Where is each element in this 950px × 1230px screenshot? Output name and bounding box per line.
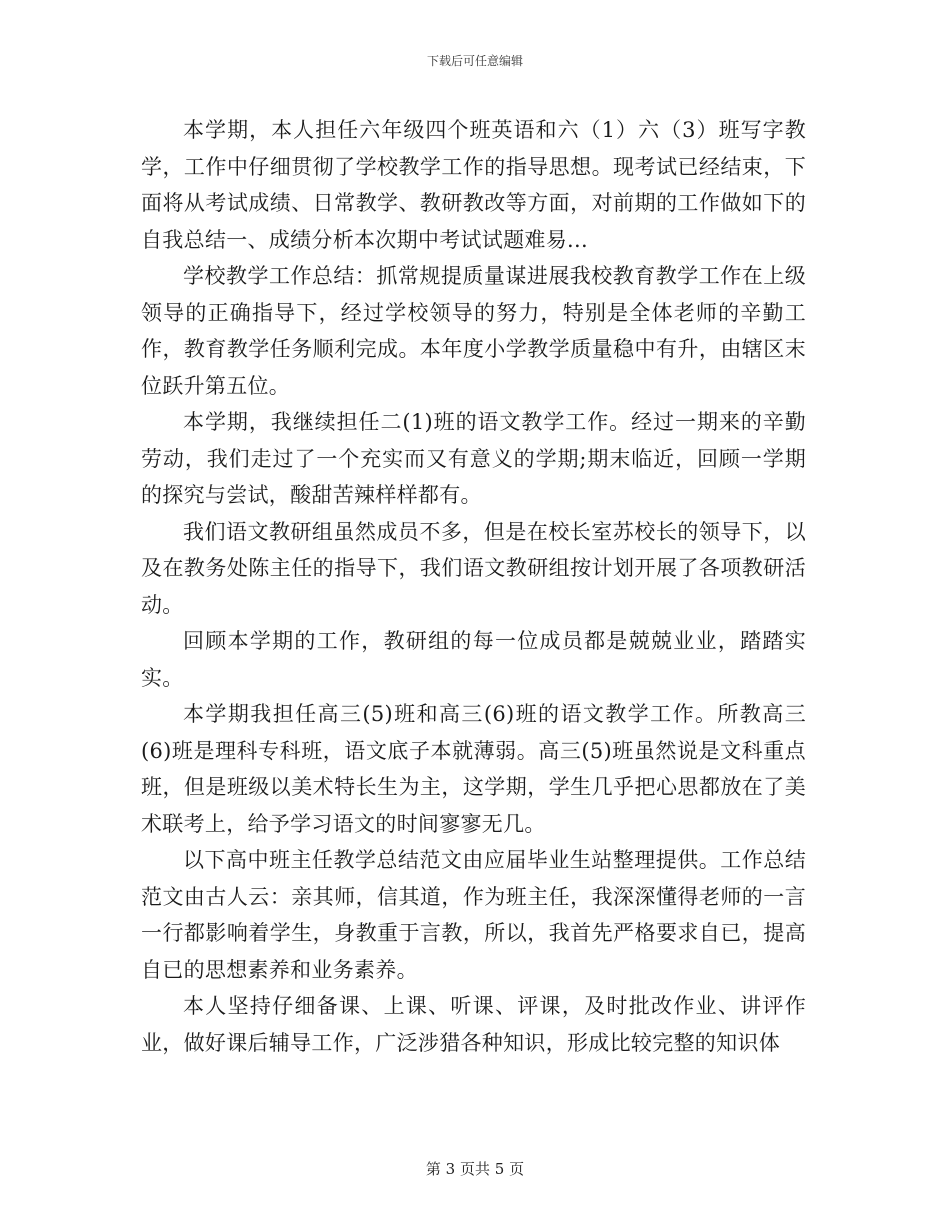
paragraph-6: 本学期我担任高三(5)班和高三(6)班的语文教学工作。所教高三(6)班是理科专科班，语文底子本就薄弱。高三(5)班虽然说是文科重点班，但是班级以美术特长生为主，这学期，学生几乎把心思都放在了美术联考上，给予学习语文的时间寥寥无几。 [141,702,806,836]
paragraph-5: 回顾本学期的工作，教研组的每一位成员都是兢兢业业，踏踏实实。 [141,629,806,690]
paragraph-8: 本人坚持仔细备课、上课、听课、评课，及时批改作业、讲评作业，做好课后辅导工作，广泛涉猎各种知识，形成比较完整的知识体 [141,994,806,1055]
paragraph-2: 学校教学工作总结：抓常规提质量谋进展我校教育教学工作在上级领导的正确指导下，经过学校领导的努力，特别是全体老师的辛勤工作，教育教学任务顺利完成。本年度小学教学质量稳中有升，由辖区末位跃升第五位。 [141,264,806,398]
page-number-footer: 第 3 页共 5 页 [425,1160,525,1178]
page-header: 下载后可任意编辑 [426,54,523,68]
paragraph-3: 本学期，我继续担任二(1)班的语文教学工作。经过一期来的辛勤劳动，我们走过了一个充实而又有意义的学期;期末临近，回顾一学期的探究与尝试，酸甜苦辣样样都有。 [141,410,806,507]
paragraph-1: 本学期，本人担任六年级四个班英语和六（1）六（3）班写字教学，工作中仔细贯彻了学校教学工作的指导思想。现考试已经结束，下面将从考试成绩、日常教学、教研教改等方面，对前期的工作做如下的自我总结一、成绩分析本次期中考试试题难易... [141,118,806,252]
paragraph-4: 我们语文教研组虽然成员不多，但是在校长室苏校长的领导下，以及在教务处陈主任的指导下，我们语文教研组按计划开展了各项教研活动。 [141,519,806,617]
paragraph-7: 以下高中班主任教学总结范文由应届毕业生站整理提供。工作总结范文由古人云：亲其师，信其道，作为班主任，我深深懂得老师的一言一行都影响着学生，身教重于言教，所以，我首先严格要求自已，提高自已的思想素养和业务素养。 [141,848,806,982]
document-body [141,112,806,1061]
